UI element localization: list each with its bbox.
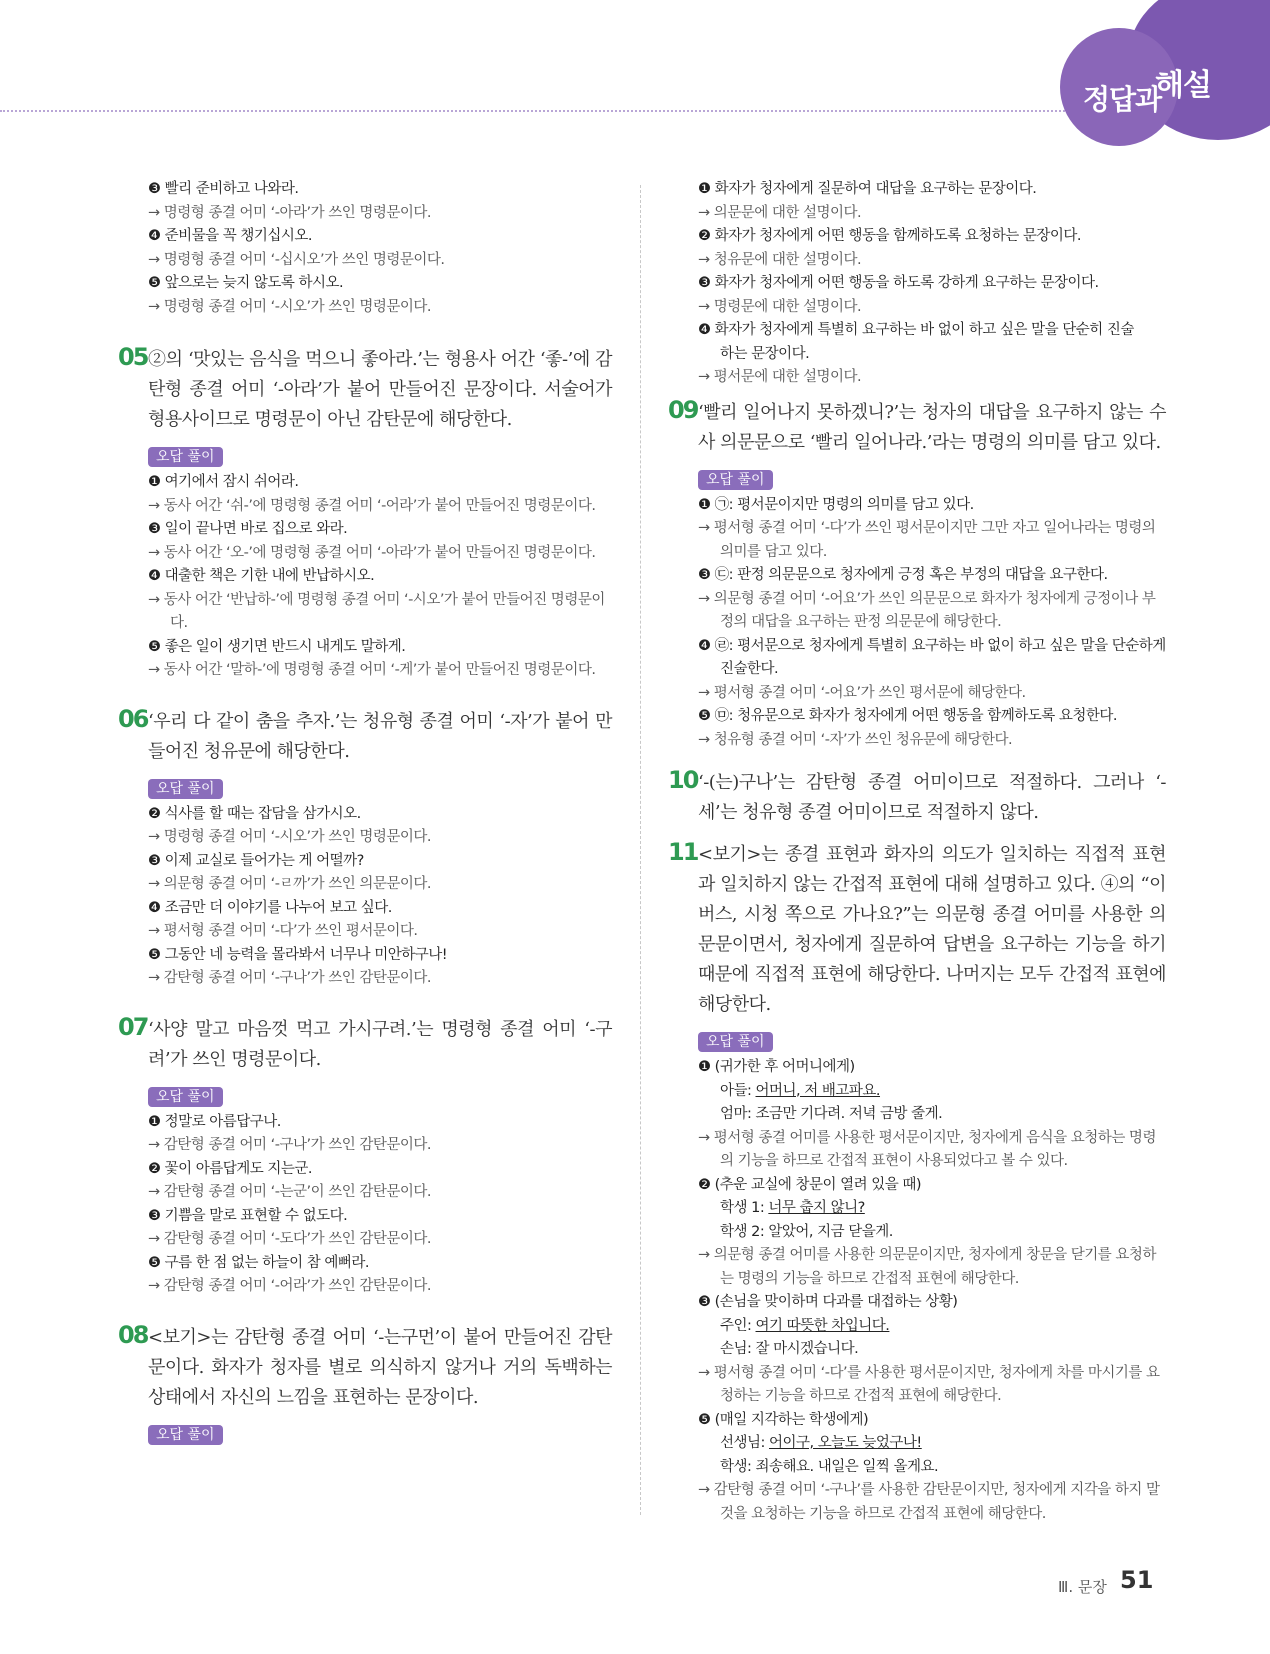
option-explanation: → 의문형 종결 어미 ‘-어요’가 쓰인 의문문으로 화자가 청자에게 긍정이나 부정의 대답을 요구하는 판정 의문문에 해당한다. xyxy=(698,590,1156,630)
question-number: 08 xyxy=(118,1320,148,1349)
option-explanation: → 명령형 종결 어미 ‘-십시오’가 쓰인 명령문이다. xyxy=(148,251,445,268)
answer-text: ②의 ‘맛있는 음식을 먹으니 좋아라.’는 형용사 어간 ‘좋-’에 감탄형 종결 어미 ‘-아라’가 붙어 만들어진 문장이다. 서술어가 형용사이므로 명령문이 아닌 감탄문에 해당한다. xyxy=(148,349,612,430)
option-line: ❺ ㉤: 청유문으로 화자가 청자에게 어떤 행동을 함께하도록 요청한다. xyxy=(698,708,1118,724)
option-explanation: → 청유문에 대한 설명이다. xyxy=(698,251,862,268)
question-number: 10 xyxy=(668,766,698,794)
option-line: ❸ 이제 교실로 들어가는 게 어떨까? xyxy=(148,852,364,869)
dialogue-line: 학생: 죄송해요. 내일은 일찍 올게요. xyxy=(720,1458,939,1475)
answer-05 xyxy=(118,345,612,683)
dialogue-line xyxy=(698,1080,1166,1104)
option-line: ❸ 기쁨을 말로 표현할 수 없도다. xyxy=(148,1207,348,1224)
option-line: ❶ ㉠: 평서문이지만 명령의 의미를 담고 있다. xyxy=(698,496,974,513)
option-line: ❺ 구름 한 점 없는 하늘이 참 예뻐라. xyxy=(148,1254,369,1271)
option-explanation: → 의문형 종결 어미 ‘-ㄹ까’가 쓰인 의문문이다. xyxy=(148,876,431,892)
option-explanation: → 의문문에 대한 설명이다. xyxy=(698,204,862,221)
option-line: ❺ 앞으로는 늦지 않도록 하시오. xyxy=(148,275,344,291)
option-explanation: → 감탄형 종결 어미 ‘-어라’가 쓰인 감탄문이다. xyxy=(148,1278,431,1294)
answer-text: <보기>는 종결 표현과 화자의 의도가 일치하는 직접적 표현과 일치하지 않는 간접적 표현에 대해 설명하고 있다. ④의 “이 버스, 시청 쪽으로 가나요?”는 의문형 종결 어미를 사용한 의문문이면서, 청자에게 질문하여 답변을 요구하는 기능을 하기 때문에 직접적 표현에 해당한다. 나머지는 모두 간접적 표현에 해당한다. xyxy=(698,844,1166,1015)
speaker: 선생님: xyxy=(720,1435,770,1451)
option-explanation: → 청유형 종결 어미 ‘-자’가 쓰인 청유문에 해당한다. xyxy=(698,731,1013,748)
option-line-continued: 하는 문장이다. xyxy=(720,345,810,362)
option-explanation: → 동사 어간 ‘쉬-’에 명령형 종결 어미 ‘-어라’가 붙어 만들어진 명령문이다. xyxy=(148,497,596,514)
speaker: 학생 1: xyxy=(720,1200,769,1216)
answer-text: ‘-(는)구나’는 감탄형 종결 어미이므로 적절하다. 그러나 ‘-세’는 청유형 종결 어미이므로 적절하지 않다. xyxy=(698,772,1166,823)
option-line: ❶ (귀가한 후 어머니에게) xyxy=(698,1059,855,1075)
answer-06 xyxy=(118,704,612,991)
option-line: ❸ 일이 끝나면 바로 집으로 와라. xyxy=(148,521,348,537)
option-explanation: → 의문형 종결 어미를 사용한 의문문이지만, 청자에게 창문을 닫기를 요청하는 명령의 기능을 하므로 간접적 표현에 해당한다. xyxy=(698,1247,1156,1287)
option-line: ❸ 화자가 청자에게 어떤 행동을 하도록 강하게 요구하는 문장이다. xyxy=(698,275,1099,291)
question-number: 11 xyxy=(668,838,698,866)
option-explanation: → 명령문에 대한 설명이다. xyxy=(698,298,862,315)
answer-10 xyxy=(668,768,1166,828)
option-explanation: → 동사 어간 ‘반납하-’에 명령형 종결 어미 ‘-시오’가 붙어 만들어진 명령문이다. xyxy=(148,591,605,631)
option-explanation: → 평서형 종결 어미 ‘-다’가 쓰인 평서문이다. xyxy=(148,923,418,939)
option-explanation: → 평서형 종결 어미 ‘-다’가 쓰인 평서문이지만 그만 자고 일어나라는 명령의 의미를 담고 있다. xyxy=(698,520,1156,560)
option-explanation: → 평서형 종결 어미 ‘-다’를 사용한 평서문이지만, 청자에게 차를 마시기를 요청하는 기능을 하므로 간접적 표현에 해당한다. xyxy=(698,1364,1160,1404)
question-number: 07 xyxy=(118,1012,148,1041)
answer-text: ‘우리 다 같이 춤을 추자.’는 청유형 종결 어미 ‘-자’가 붙어 만들어진 청유문에 해당한다. xyxy=(148,710,612,762)
option-line: ❸ 빨리 준비하고 나와라. xyxy=(148,181,299,197)
underlined-utterance: 어이구, 오늘도 늦었구나! xyxy=(769,1435,922,1451)
header-title-part2: 해설 xyxy=(1155,68,1211,103)
option-line: ❷ 꽃이 아름답게도 지는군. xyxy=(148,1160,313,1177)
footer-section-label: Ⅲ. 문장 xyxy=(1058,1578,1107,1596)
option-explanation: → 감탄형 종결 어미 ‘-구나’가 쓰인 감탄문이다. xyxy=(148,970,431,986)
answer-08 xyxy=(118,1320,612,1449)
speaker: 아들: xyxy=(720,1082,756,1099)
page-number: 51 xyxy=(1120,1566,1154,1594)
option-explanation: → 동사 어간 ‘오-’에 명령형 종결 어미 ‘-아라’가 붙어 만들어진 명령문이다. xyxy=(148,544,596,561)
underlined-utterance: 너무 춥지 않니? xyxy=(768,1200,865,1216)
wrong-answer-badge: 오답 풀이 xyxy=(148,1425,223,1445)
option-line: ❹ 조금만 더 이야기를 나누어 보고 싶다. xyxy=(148,899,392,916)
question-number: 09 xyxy=(668,395,698,424)
dialogue-line xyxy=(698,1432,1166,1456)
answer-text: ‘빨리 일어나지 못하겠니?’는 청자의 대답을 요구하지 않는 수사 의문문으로 ‘빨리 일어나라.’라는 명령의 의미를 담고 있다. xyxy=(698,401,1166,453)
wrong-answer-badge: 오답 풀이 xyxy=(698,470,773,490)
option-line: ❹ 준비물을 꼭 챙기십시오. xyxy=(148,228,313,244)
left-column xyxy=(118,178,612,1449)
question-number: 05 xyxy=(118,343,148,371)
option-explanation: → 동사 어간 ‘말하-’에 명령형 종결 어미 ‘-게’가 붙어 만들어진 명령문이다. xyxy=(148,662,596,678)
option-line: ❷ (추운 교실에 창문이 열려 있을 때) xyxy=(698,1176,922,1193)
wrong-answer-badge: 오답 풀이 xyxy=(698,1032,773,1052)
option-explanation: → 감탄형 종결 어미 ‘-는군’이 쓰인 감탄문이다. xyxy=(148,1184,431,1200)
dialogue-line xyxy=(698,1315,1166,1339)
header-dotted-line xyxy=(0,110,1065,112)
column-divider xyxy=(640,185,641,1515)
wrong-answer-badge: 오답 풀이 xyxy=(148,447,223,467)
option-explanation: → 감탄형 종결 어미 ‘-구나’가 쓰인 감탄문이다. xyxy=(148,1137,431,1153)
answer-11 xyxy=(668,840,1166,1526)
wrong-answer-badge: 오답 풀이 xyxy=(148,779,223,799)
option-line: ❶ 정말로 아름답구나. xyxy=(148,1113,281,1130)
underlined-utterance: 여기 따뜻한 차입니다. xyxy=(755,1317,890,1334)
question-number: 06 xyxy=(118,704,148,733)
prev-answer-continuation xyxy=(118,178,612,319)
option-line: ❸ (손님을 맞이하며 다과를 대접하는 상황) xyxy=(698,1294,958,1310)
option-explanation: → 감탄형 종결 어미 ‘-도다’가 쓰인 감탄문이다. xyxy=(148,1231,431,1247)
dialogue-line: 손님: 잘 마시겠습니다. xyxy=(720,1341,859,1357)
option-line: ❺ 좋은 일이 생기면 반드시 내게도 말하게. xyxy=(148,638,406,655)
speaker: 주인: xyxy=(720,1317,756,1334)
underlined-utterance: 어머니, 저 배고파요. xyxy=(755,1082,881,1099)
option-line: ❹ ㉣: 평서문으로 청자에게 특별히 요구하는 바 없이 하고 싶은 말을 단순하게 진술한다. xyxy=(698,637,1166,677)
answer-text: <보기>는 감탄형 종결 어미 ‘-는구먼’이 붙어 만들어진 감탄문이다. 화자가 청자를 별로 의식하지 않거나 거의 독백하는 상태에서 자신의 느낌을 표현하는 문장이다. xyxy=(148,1326,612,1408)
dialogue-line: 학생 2: 알았어, 지금 닫을게. xyxy=(720,1223,893,1240)
dialogue-line: 엄마: 조금만 기다려. 저녁 금방 줄게. xyxy=(720,1106,943,1122)
wrong-answer-badge: 오답 풀이 xyxy=(148,1087,223,1107)
header-title-part1: 정답과 xyxy=(1083,83,1162,116)
option-line: ❹ 대출한 책은 기한 내에 반납하시오. xyxy=(148,568,375,584)
option-line: ❷ 식사를 할 때는 잡담을 삼가시오. xyxy=(148,805,361,822)
answer-text: ‘사양 말고 마음껏 먹고 가시구려.’는 명령형 종결 어미 ‘-구려’가 쓰인 명령문이다. xyxy=(148,1018,612,1070)
option-line: ❹ 화자가 청자에게 특별히 요구하는 바 없이 하고 싶은 말을 단순히 진술 xyxy=(698,322,1134,338)
option-explanation: → 평서형 종결 어미 ‘-어요’가 쓰인 평서문에 해당한다. xyxy=(698,684,1026,701)
option-explanation: → 평서문에 대한 설명이다. xyxy=(698,369,862,385)
option-line: ❸ ㉢: 판정 의문문으로 청자에게 긍정 혹은 부정의 대답을 요구한다. xyxy=(698,567,1108,583)
option-explanation: → 명령형 종결 어미 ‘-시오’가 쓰인 명령문이다. xyxy=(148,829,431,845)
answer-07 xyxy=(118,1012,612,1299)
option-line: ❶ 여기에서 잠시 쉬어라. xyxy=(148,474,299,490)
option-line: ❺ (매일 지각하는 학생에게) xyxy=(698,1411,869,1428)
option-line: ❺ 그동안 네 능력을 몰라봐서 너무나 미안하구나! xyxy=(148,946,448,963)
right-column xyxy=(668,178,1166,1526)
option-explanation: → 명령형 종결 어미 ‘-시오’가 쓰인 명령문이다. xyxy=(148,298,431,315)
dialogue-line xyxy=(698,1197,1166,1221)
option-line: ❷ 화자가 청자에게 어떤 행동을 함께하도록 요청하는 문장이다. xyxy=(698,228,1082,244)
answer-08-continuation xyxy=(668,178,1166,390)
option-explanation: → 명령형 종결 어미 ‘-아라’가 쓰인 명령문이다. xyxy=(148,204,431,221)
option-line: ❶ 화자가 청자에게 질문하여 대답을 요구하는 문장이다. xyxy=(698,181,1037,197)
answer-09 xyxy=(668,395,1166,753)
option-explanation: → 감탄형 종결 어미 ‘-구나’를 사용한 감탄문이지만, 청자에게 지각을 하지 말 것을 요청하는 기능을 하므로 간접적 표현에 해당한다. xyxy=(698,1482,1160,1522)
option-explanation: → 평서형 종결 어미를 사용한 평서문이지만, 청자에게 음식을 요청하는 명령의 기능을 하므로 간접적 표현이 사용되었다고 볼 수 있다. xyxy=(698,1129,1156,1169)
